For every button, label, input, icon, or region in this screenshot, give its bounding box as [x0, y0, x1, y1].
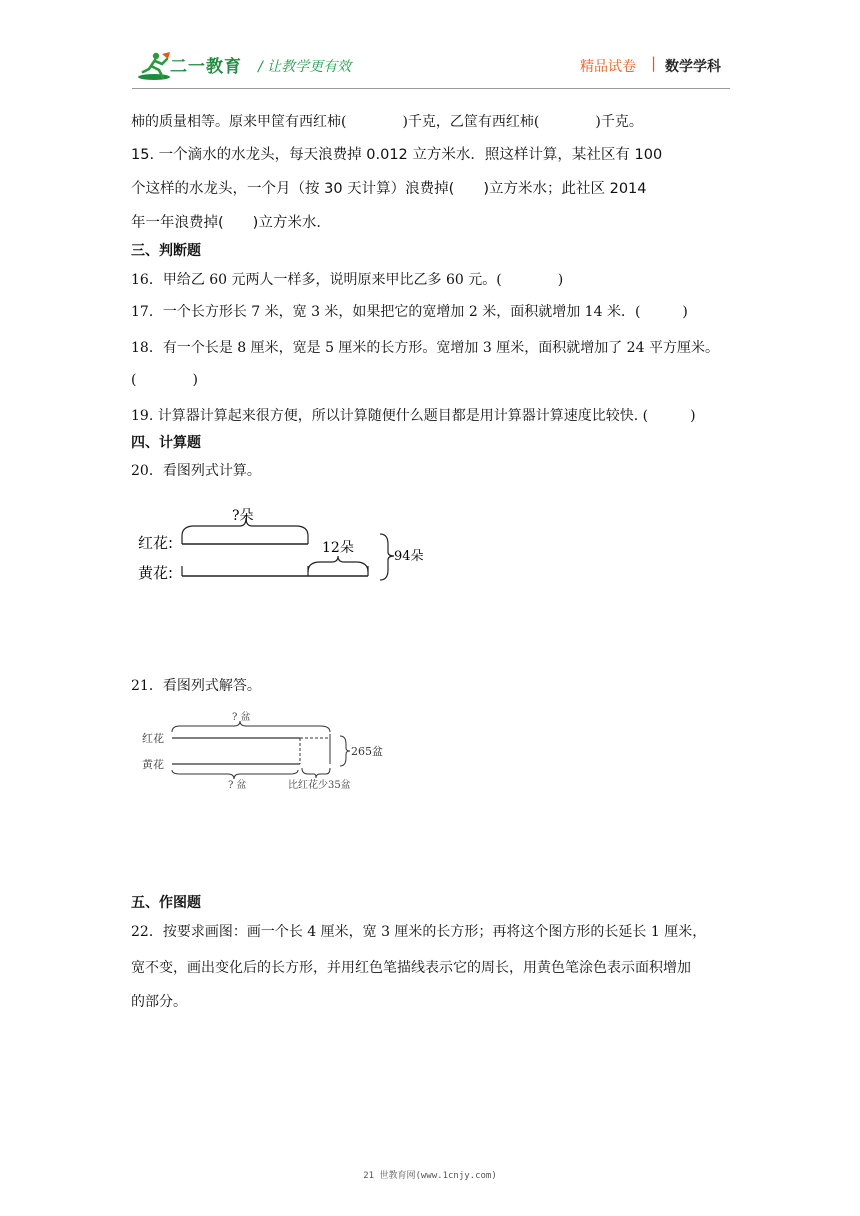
- fig20-red-label: 红花:: [138, 534, 174, 552]
- fig21-total-label: 265盆: [351, 745, 383, 758]
- figure-21-diagram: [140, 708, 390, 798]
- question-18-answer: ( ): [131, 372, 198, 388]
- question-15-line-3: 年一年浪费掉( )立方米水．: [131, 215, 331, 231]
- figure-20-diagram: [136, 500, 436, 590]
- slogan: / 让教学更有效: [258, 59, 352, 75]
- header-separator: |: [651, 54, 657, 72]
- question-18: 18．有一个长是 8 厘米，宽是 5 厘米的长方形。宽增加 3 厘米，面积就增加了 24 平方厘米。: [131, 340, 719, 356]
- question-15-line-2: 个这样的水龙头，一个月（按 30 天计算）浪费掉( )立方米水；此社区 2014: [131, 181, 647, 197]
- question-16: 16．甲给乙 60 元两人一样多，说明原来甲比乙多 60 元。( ): [131, 272, 564, 288]
- header-rule: [132, 88, 730, 89]
- question-20: 20．看图列式计算。: [131, 463, 261, 479]
- fig20-top-label: ?朵: [232, 508, 254, 524]
- text-line-1: 柿的质量相等。原来甲筐有西红柿( )千克，乙筐有西红柿( )千克。: [131, 114, 643, 130]
- question-22-line-1: 22．按要求画图：画一个长 4 厘米，宽 3 厘米的长方形；再将这个图方形的长延长 1 厘米，: [131, 924, 707, 940]
- fig21-top-label: ? 盆: [232, 712, 251, 723]
- question-22-line-2: 宽不变，画出变化后的长方形，并用红色笔描线表示它的周长，用黄色笔涂色表示面积增加: [131, 960, 691, 976]
- section-heading-5: 五、作图题: [131, 895, 201, 911]
- section-heading-4: 四、计算题: [131, 435, 201, 451]
- fig21-bottom-label: ? 盆: [228, 780, 247, 791]
- fig20-diff-label: 12朵: [322, 540, 354, 556]
- question-17: 17．一个长方形长 7 米，宽 3 米，如果把它的宽增加 2 米，面积就增加 14 米．( ): [131, 304, 688, 320]
- logo-text: 二一教育: [170, 57, 242, 77]
- question-19: 19. 计算器计算起来很方便，所以计算随便什么题目都是用计算器计算速度比较快. ( ): [131, 408, 696, 424]
- page-footer: 21 世教育网(www.1cnjy.com): [363, 1171, 497, 1181]
- fig21-yellow-label: 黄花: [142, 758, 164, 771]
- page-header: [132, 44, 730, 88]
- question-21: 21．看图列式解答。: [131, 678, 261, 694]
- question-15-line-1: 15. 一个滴水的水龙头，每天浪费掉 0.012 立方米水．照这样计算，某社区有 100: [131, 147, 663, 163]
- fig20-yellow-label: 黄花:: [138, 564, 174, 582]
- tag-premium: 精品试卷: [580, 59, 636, 75]
- fig21-diff-label: 比红花少35盆: [288, 780, 351, 791]
- tag-subject: 数学学科: [665, 59, 721, 75]
- question-22-line-3: 的部分。: [131, 994, 187, 1010]
- section-heading-3: 三、判断题: [131, 243, 201, 259]
- fig20-total-label: 94朵: [394, 549, 424, 564]
- fig21-red-label: 红花: [142, 732, 164, 745]
